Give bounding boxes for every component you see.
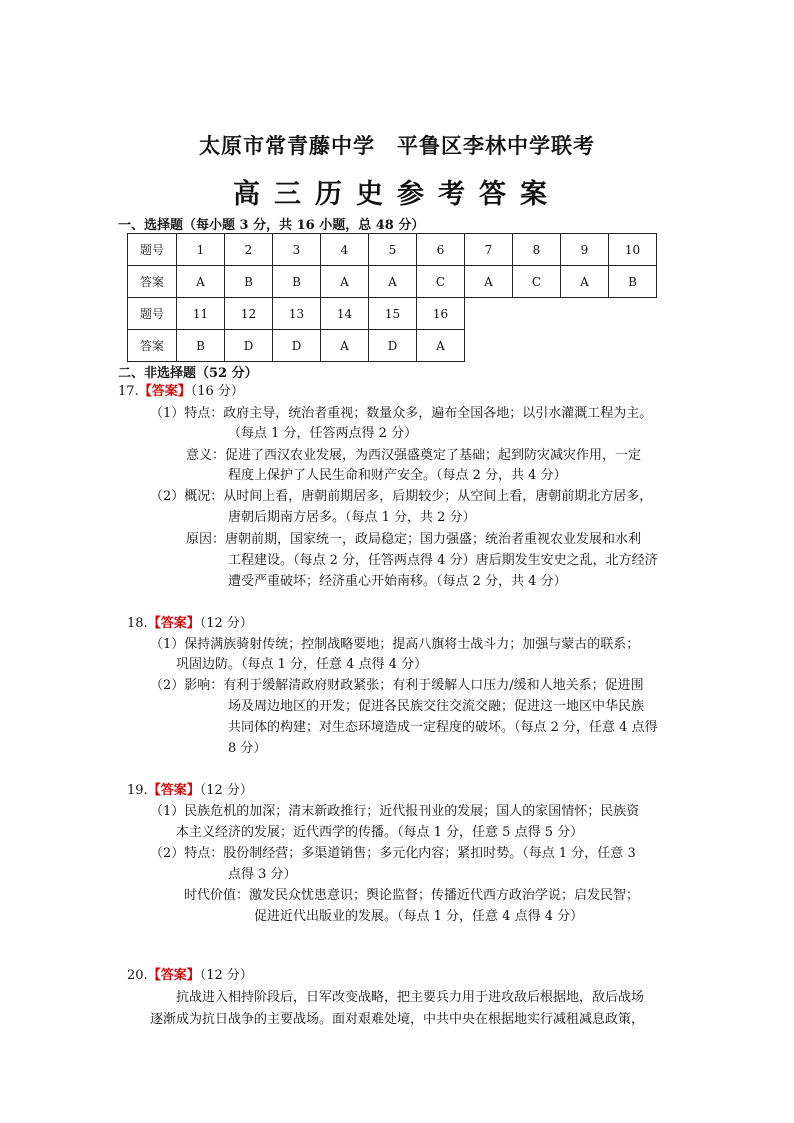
table-cell: 7 <box>465 234 513 266</box>
table-cell: A <box>321 330 369 362</box>
table-cell: B <box>225 266 273 298</box>
table-cell: B <box>177 330 225 362</box>
question-score: （12 分） <box>199 616 253 631</box>
table-cell: B <box>273 266 321 298</box>
question-17-header <box>118 382 244 402</box>
question-score: （12 分） <box>199 968 253 983</box>
table-cell: 12 <box>225 298 273 330</box>
table-cell: 1 <box>177 234 225 266</box>
table-cell: 8 <box>513 234 561 266</box>
table-cell: C <box>513 266 561 298</box>
answer-line: 场及周边地区的开发；促进各民族交往交流交融；促进这一地区中华民族 <box>228 699 645 714</box>
table-cell: 2 <box>225 234 273 266</box>
table-cell: A <box>177 266 225 298</box>
answer-line: （2）影响：有利于缓解清政府财政紧张；有利于缓解人口压力/缓和人地关系；促进围 <box>150 678 644 693</box>
table-cell: 9 <box>561 234 609 266</box>
answer-line: 8 分） <box>228 741 267 756</box>
answer-line: 共同体的构建；对生态环境造成一定程度的破坏。（每点 2 分，任意 4 点得 <box>228 720 658 735</box>
table-cell: 4 <box>321 234 369 266</box>
answer-line: 点得 3 分） <box>228 867 297 882</box>
table-row <box>128 330 657 362</box>
row-label: 题号 <box>128 298 177 330</box>
answer-key-title: 高三历史参考答案 <box>233 179 561 210</box>
row-label: 题号 <box>128 234 177 266</box>
question-18-header <box>127 614 253 634</box>
section-essay-heading: 二、非选择题（52 分） <box>118 366 258 381</box>
table-cell: 3 <box>273 234 321 266</box>
question-number: 19. <box>127 783 148 798</box>
table-cell: 13 <box>273 298 321 330</box>
answer-line: （每点 1 分，任答两点得 2 分） <box>228 426 418 441</box>
table-cell: 16 <box>417 298 465 330</box>
question-score: （12 分） <box>199 783 253 798</box>
answer-line: （2）概况：从时间上看，唐朝前期居多，后期较少；从空间上看，唐朝前期北方居多， <box>150 489 653 504</box>
answer-line: 巩固边防。（每点 1 分，任意 4 点得 4 分） <box>176 657 428 672</box>
answer-line: （1）民族危机的加深；清末新政推行；近代报刊业的发展；国人的家国情怀；民族资 <box>150 804 640 819</box>
answer-line: 程度上保护了人民生命和财产安全。（每点 2 分，共 4 分） <box>228 468 567 483</box>
table-cell: B <box>609 266 657 298</box>
answer-line: 时代价值：激发民众忧患意识；舆论监督；传播近代西方政治学说；启发民智； <box>184 888 640 903</box>
answer-line: 原因：唐朝前期，国家统一，政局稳定；国力强盛；统治者重视农业发展和水利 <box>186 532 642 547</box>
table-cell: A <box>369 266 417 298</box>
answer-line: 遭受严重破坏；经济重心开始南移。（每点 2 分，共 4 分） <box>228 574 567 589</box>
answer-line: （2）特点：股份制经营；多渠道销售；多元化内容；紧扣时势。（每点 1 分，任意 3 <box>150 846 636 861</box>
row-label: 答案 <box>128 266 177 298</box>
question-19-header <box>127 781 253 801</box>
answer-tag: 【答案】 <box>138 384 191 399</box>
table-cell: C <box>417 266 465 298</box>
answer-line: 工程建设。（每点 2 分，任答两点得 4 分）唐后期发生安史之乱，北方经济 <box>228 553 658 568</box>
answer-line: 促进近代出版业的发展。（每点 1 分，任意 4 点得 4 分） <box>254 909 584 924</box>
table-row <box>128 266 657 298</box>
answer-line: （1）保持满族骑射传统；控制战略要地；提高八旗将士战斗力；加强与蒙古的联系； <box>150 637 640 652</box>
question-20-header <box>127 966 253 986</box>
answer-line: 抗战进入相持阶段后，日军改变战略，把主要兵力用于进攻敌后根据地，敌后战场 <box>176 990 645 1005</box>
table-cell: A <box>417 330 465 362</box>
multiple-choice-answer-table <box>127 233 657 362</box>
table-cell: 11 <box>177 298 225 330</box>
table-cell: 10 <box>609 234 657 266</box>
table-cell: D <box>273 330 321 362</box>
row-label: 答案 <box>128 330 177 362</box>
question-number: 17. <box>118 384 139 399</box>
exam-school-title: 太原市常青藤中学 平鲁区李林中学联考 <box>199 133 595 158</box>
answer-tag: 【答案】 <box>147 616 200 631</box>
question-number: 18. <box>127 616 148 631</box>
table-cell: D <box>225 330 273 362</box>
answer-line: （1）特点：政府主导，统治者重视；数量众多，遍布全国各地；以引水灌溉工程为主。 <box>150 406 653 421</box>
question-number: 20. <box>127 968 148 983</box>
table-cell: 15 <box>369 298 417 330</box>
table-cell: A <box>465 266 513 298</box>
answer-line: 本主义经济的发展；近代西学的传播。（每点 1 分，任意 5 点得 5 分） <box>176 825 584 840</box>
answer-tag: 【答案】 <box>147 968 200 983</box>
table-cell: A <box>321 266 369 298</box>
answer-line: 唐朝后期南方居多。（每点 1 分，共 2 分） <box>228 510 476 525</box>
table-cell: D <box>369 330 417 362</box>
question-score: （16 分） <box>190 384 244 399</box>
table-cell: A <box>561 266 609 298</box>
answer-line: 意义：促进了西汉农业发展，为西汉强盛奠定了基础；起到防灾减灾作用，一定 <box>186 448 642 463</box>
table-cell: 6 <box>417 234 465 266</box>
table-cell: 14 <box>321 298 369 330</box>
answer-line: 逐渐成为抗日战争的主要战场。面对艰难处境，中共中央在根据地实行减租减息政策， <box>150 1012 645 1027</box>
section-multiple-choice-heading: 一、选择题（每小题 3 分，共 16 小题，总 48 分） <box>118 218 425 233</box>
table-row <box>128 298 657 330</box>
answer-tag: 【答案】 <box>147 783 200 798</box>
table-cell: 5 <box>369 234 417 266</box>
table-row <box>128 234 657 266</box>
